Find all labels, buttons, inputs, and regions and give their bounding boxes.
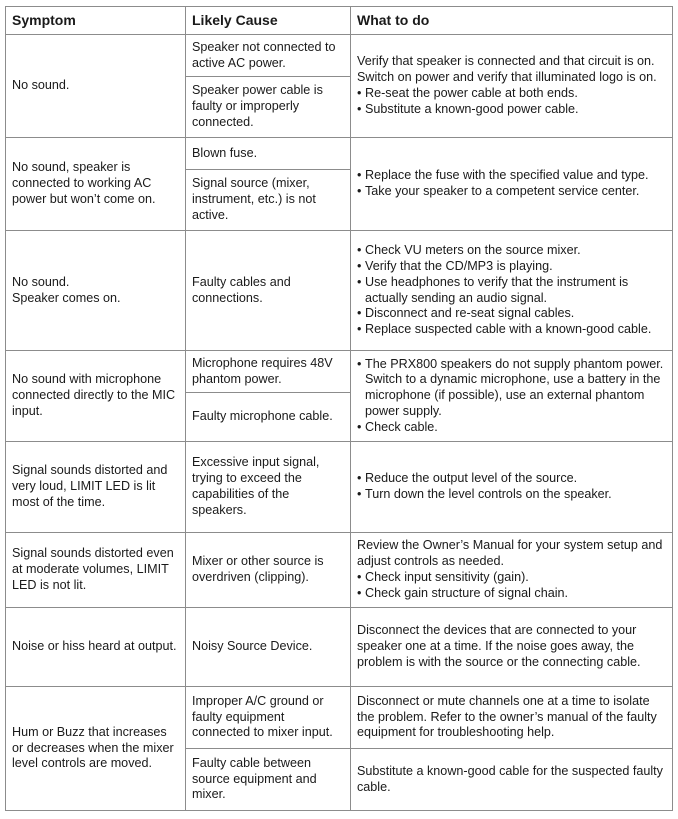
symptom-cell: Signal sounds distorted and very loud, LIMIT LED is lit most of the time. <box>6 442 186 533</box>
symptom-cell: No sound with microphone connected directly to the MIC input. <box>6 351 186 442</box>
list-item: • Verify that the CD/MP3 is playing. <box>357 259 666 275</box>
cause-cell: Improper A/C ground or faulty equipment connected to mixer input. <box>186 687 351 749</box>
list-item: • Take your speaker to a competent service center. <box>357 184 666 200</box>
header-row <box>6 7 673 35</box>
solution-cell <box>351 138 673 231</box>
cause-cell: Faulty cables and connections. <box>186 231 351 351</box>
solution-cell <box>351 533 673 608</box>
solution-list <box>357 471 666 503</box>
solution-list <box>357 570 666 602</box>
cause-cell: Speaker not connected to active AC power. <box>186 35 351 77</box>
symptom-cell: Signal sounds distorted even at moderate volumes, LIMIT LED is not lit. <box>6 533 186 608</box>
list-item: • Substitute a known-good power cable. <box>357 102 666 118</box>
cause-cell: Microphone requires 48V phantom power. <box>186 351 351 393</box>
cause-cell: Speaker power cable is faulty or improperly connected. <box>186 77 351 138</box>
cause-cell: Noisy Source Device. <box>186 608 351 687</box>
table-row <box>6 138 673 170</box>
cause-cell: Mixer or other source is overdriven (clipping). <box>186 533 351 608</box>
list-item: • Replace suspected cable with a known-good cable. <box>357 322 666 338</box>
symptom-cell: No sound. <box>6 35 186 138</box>
cause-cell: Faulty cable between source equipment and mixer. <box>186 749 351 811</box>
troubleshooting-table <box>5 6 673 811</box>
symptom-cell: Noise or hiss heard at output. <box>6 608 186 687</box>
cause-cell: Signal source (mixer, instrument, etc.) is not active. <box>186 170 351 231</box>
solution-intro: Review the Owner’s Manual for your system setup and adjust controls as needed. <box>357 538 663 569</box>
list-item: • Check cable. <box>357 420 666 436</box>
solution-list <box>357 243 666 338</box>
table-row <box>6 608 673 687</box>
solution-list <box>357 168 666 200</box>
list-item: • Check VU meters on the source mixer. <box>357 243 666 259</box>
table-row <box>6 35 673 77</box>
solution-intro: Verify that speaker is connected and that circuit is on. Switch on power and verify that illuminated logo is on. <box>357 54 657 85</box>
header-symptom: Symptom <box>6 7 186 35</box>
table-row <box>6 231 673 351</box>
solution-list <box>357 357 666 436</box>
solution-cell: Disconnect the devices that are connected to your speaker one at a time. If the noise goes away, the problem is with the source or the connecting cable. <box>351 608 673 687</box>
list-item: • Use headphones to verify that the instrument is actually sending an audio signal. <box>357 275 666 307</box>
list-item: • Re-seat the power cable at both ends. <box>357 86 666 102</box>
solution-cell: Substitute a known-good cable for the suspected faulty cable. <box>351 749 673 811</box>
symptom-line: No sound. Speaker comes on. <box>12 274 121 305</box>
list-item: • Turn down the level controls on the speaker. <box>357 487 666 503</box>
solution-list <box>357 86 666 118</box>
solution-cell <box>351 351 673 442</box>
symptom-cell: Hum or Buzz that increases or decreases when the mixer level controls are moved. <box>6 687 186 811</box>
table-row <box>6 351 673 393</box>
list-item: • Reduce the output level of the source. <box>357 471 666 487</box>
solution-cell <box>351 231 673 351</box>
cause-cell: Faulty microphone cable. <box>186 393 351 442</box>
table-row <box>6 442 673 533</box>
solution-cell <box>351 442 673 533</box>
list-item: • Check input sensitivity (gain). <box>357 570 666 586</box>
table-row <box>6 687 673 749</box>
list-item: • Check gain structure of signal chain. <box>357 586 666 602</box>
solution-cell: Disconnect or mute channels one at a time to isolate the problem. Refer to the owner’s manual of the faulty equipment for troubleshooting help. <box>351 687 673 749</box>
cause-cell: Excessive input signal, trying to exceed the capabilities of the speakers. <box>186 442 351 533</box>
symptom-cell: No sound, speaker is connected to working AC power but won’t come on. <box>6 138 186 231</box>
list-item: • Disconnect and re-seat signal cables. <box>357 306 666 322</box>
list-item: • Replace the fuse with the specified value and type. <box>357 168 666 184</box>
table-row <box>6 533 673 608</box>
cause-cell: Blown fuse. <box>186 138 351 170</box>
solution-cell <box>351 35 673 138</box>
symptom-cell <box>6 231 186 351</box>
header-what-to-do: What to do <box>351 7 673 35</box>
list-item: • The PRX800 speakers do not supply phantom power. Switch to a dynamic microphone, use a battery in the microphone (if possible), use an external phantom power supply. <box>357 357 666 420</box>
header-likely-cause: Likely Cause <box>186 7 351 35</box>
